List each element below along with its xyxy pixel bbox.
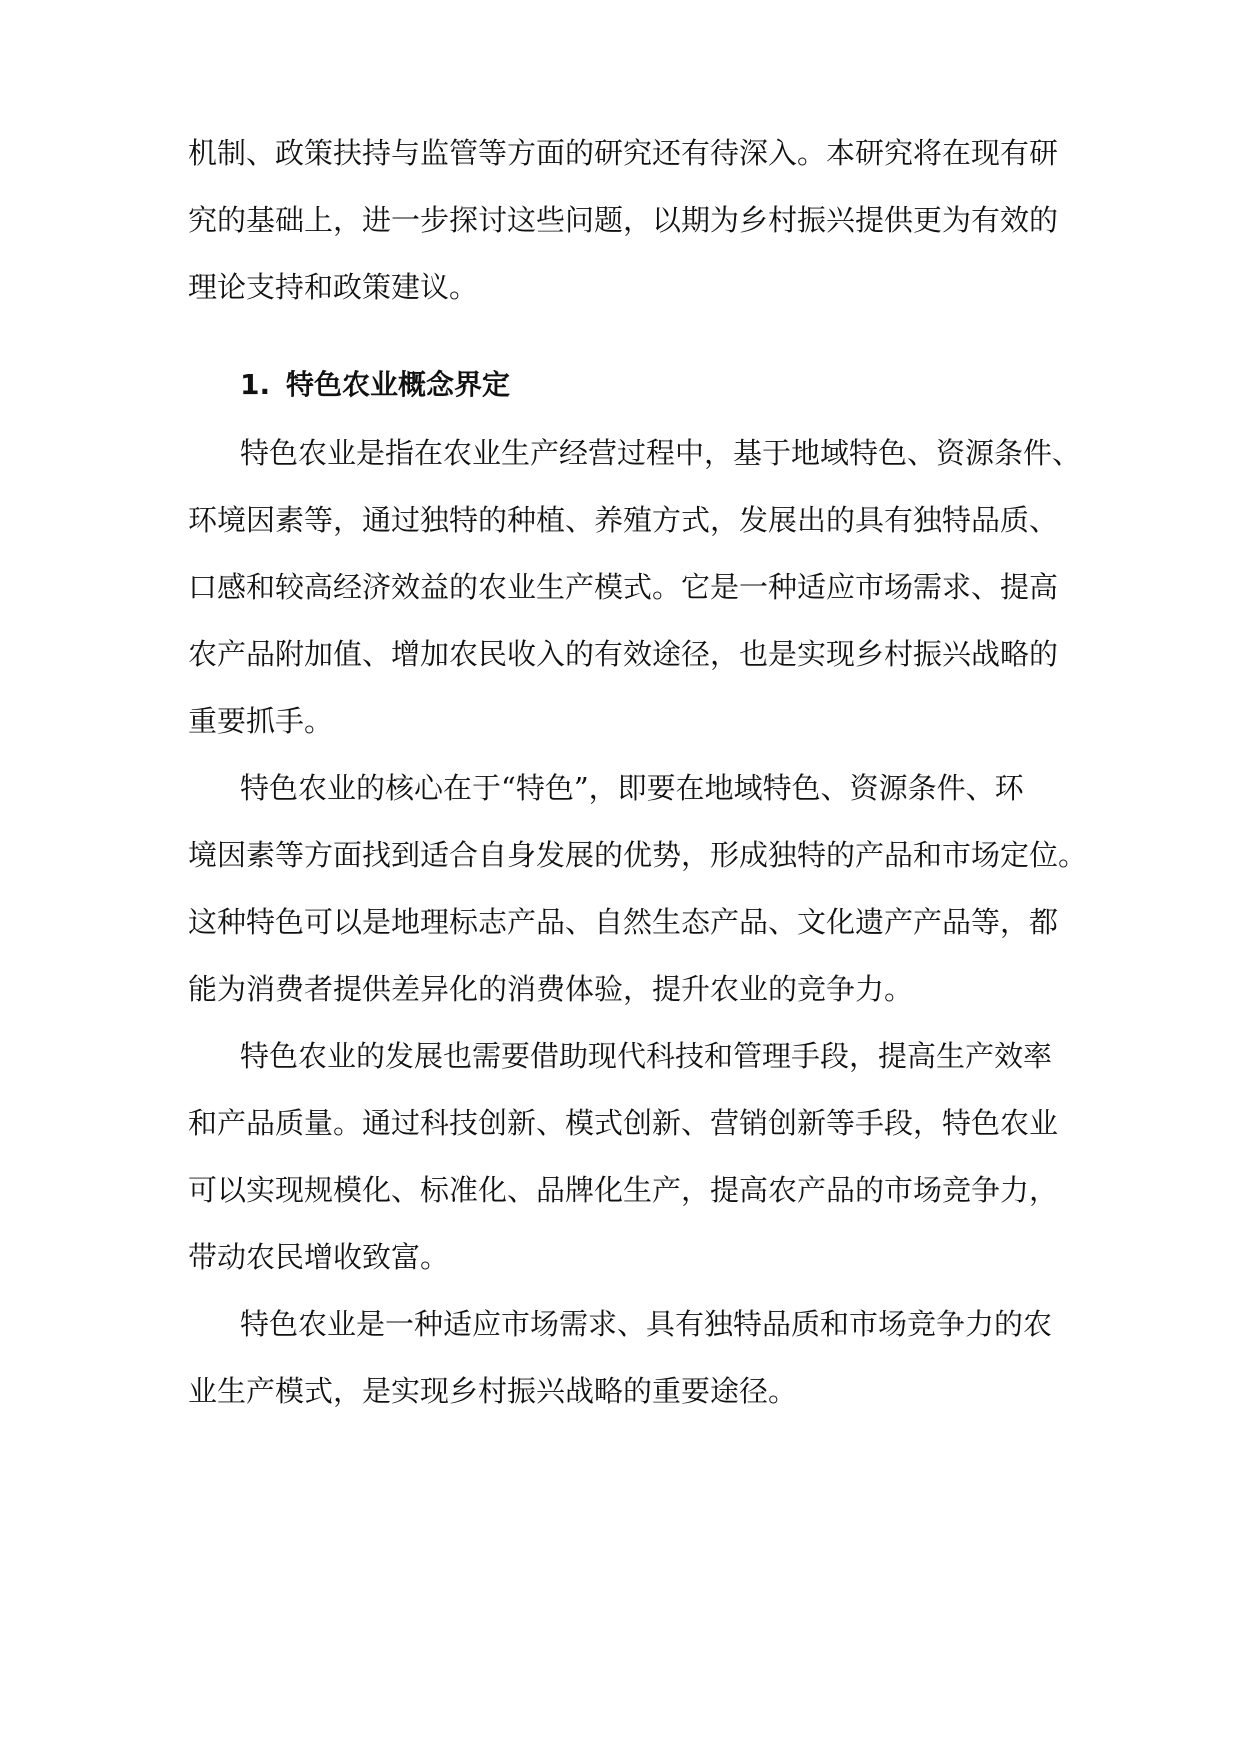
- text-line: 口感和较高经济效益的农业生产模式。它是一种适应市场需求、提高: [188, 570, 1059, 604]
- section-heading-line: [240, 365, 510, 405]
- text-line: 带动农民增收致富。: [188, 1240, 450, 1274]
- text-line: 特色农业的发展也需要借助现代科技和管理手段，提高生产效率: [240, 1039, 1053, 1073]
- text-line: 能为消费者提供差异化的消费体验，提升农业的竞争力。: [188, 972, 914, 1006]
- text-line: 环境因素等，通过独特的种植、养殖方式，发展出的具有独特品质、: [188, 503, 1059, 537]
- text-line: 境因素等方面找到适合自身发展的优势，形成独特的产品和市场定位。: [188, 838, 1088, 872]
- text-line: 究的基础上，进一步探讨这些问题，以期为乡村振兴提供更为有效的: [188, 203, 1059, 237]
- text-line: 重要抓手。: [188, 704, 334, 738]
- text-line: 特色农业是一种适应市场需求、具有独特品质和市场竞争力的农: [240, 1307, 1053, 1341]
- text-line: 这种特色可以是地理标志产品、自然生态产品、文化遗产产品等，都: [188, 905, 1059, 939]
- text-line: 农产品附加值、增加农民收入的有效途径，也是实现乡村振兴战略的: [188, 637, 1059, 671]
- section-title: 特色农业概念界定: [286, 368, 511, 401]
- text-line: 特色农业是指在农业生产经营过程中，基于地域特色、资源条件、: [240, 436, 1082, 470]
- text-line: 业生产模式，是实现乡村振兴战略的重要途径。: [188, 1374, 798, 1408]
- text-line: 和产品质量。通过科技创新、模式创新、营销创新等手段，特色农业: [188, 1106, 1059, 1140]
- section-number: 1.: [240, 368, 271, 401]
- text-line: 理论支持和政策建议。: [188, 270, 479, 304]
- text-line: 可以实现规模化、标准化、品牌化生产，提高农产品的市场竞争力，: [188, 1173, 1059, 1207]
- text-line: 特色农业的核心在于“特色”，即要在地域特色、资源条件、环: [240, 771, 1024, 805]
- text-line: 机制、政策扶持与监管等方面的研究还有待深入。本研究将在现有研: [188, 136, 1059, 170]
